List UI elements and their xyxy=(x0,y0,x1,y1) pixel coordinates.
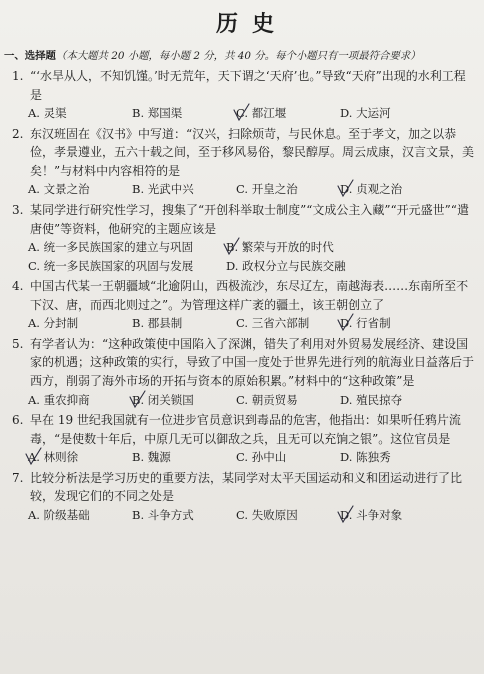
option-d[interactable]: D. 斗争对象 xyxy=(340,506,444,525)
option-b[interactable]: B. 光武中兴 xyxy=(132,182,194,197)
option-a[interactable]: A. 阶级基础 xyxy=(28,508,90,522)
question-number: 1. xyxy=(12,69,24,83)
option-d[interactable]: D. 大运河 xyxy=(340,106,391,121)
option-c[interactable]: C. 都江堰 xyxy=(236,104,340,123)
option-d[interactable]: D. 陈独秀 xyxy=(340,450,391,465)
question-7 xyxy=(12,469,474,525)
section-label: 一、选择题 xyxy=(4,50,56,62)
question-number: 5. xyxy=(12,336,24,351)
question-stem xyxy=(12,335,475,391)
options-row xyxy=(16,391,474,410)
question-3 xyxy=(12,201,474,275)
option-b[interactable]: B. 郑国渠 xyxy=(132,106,183,121)
option-c[interactable]: C. 三省六部制 xyxy=(236,316,310,331)
option-b[interactable]: B. 魏源 xyxy=(132,450,171,465)
option-c[interactable]: C. 开皇之治 xyxy=(236,182,298,197)
question-1 xyxy=(12,67,474,123)
option-b[interactable]: B. 闭关锁国 xyxy=(132,391,236,410)
question-number: 4. xyxy=(12,279,24,294)
option-d[interactable]: D. 政权分立与民族交融 xyxy=(226,258,346,273)
question-text: 某同学进行研究性学习，搜集了“开创科举取士制度”“文成公主入藏”“开元盛世”“遣唐使”等资料，他研究的主题应该是 xyxy=(30,202,469,236)
option-d[interactable]: D. 贞观之治 xyxy=(340,180,444,199)
option-a[interactable]: A. 文景之治 xyxy=(28,182,90,197)
question-number: 2. xyxy=(12,126,24,141)
option-a[interactable]: A. 重农抑商 xyxy=(28,392,90,407)
option-b[interactable]: B. 繁荣与开放的时代 xyxy=(226,238,446,257)
question-stem xyxy=(12,277,474,314)
question-stem xyxy=(12,125,475,181)
question-text: 东汉班固在《汉书》中写道：“汉兴，扫除烦苛，与民休息。至于孝文，加之以恭俭，孝景遵业，五六十载之间，至于移风易俗，黎民醇厚。周云成康，汉言文景，美矣！”与材料中内容相符的是 xyxy=(30,126,475,178)
option-b[interactable]: B. 斗争方式 xyxy=(132,508,194,522)
option-a[interactable]: A. 灵渠 xyxy=(28,106,67,121)
question-4 xyxy=(12,277,474,333)
option-c[interactable]: C. 孙中山 xyxy=(236,450,287,465)
question-number: 6. xyxy=(12,413,24,428)
option-b[interactable]: B. 郡县制 xyxy=(132,316,183,331)
question-text: 有学者认为：“这种政策使中国陷入了深渊，错失了利用对外贸易发展经济、建设国家的机遇；这种政策的实行，导致了中国一度处于世界先进行列的航海业日益落后于西方，削弱了海外市场的开拓与资本的原始积累。”材料中的“这种政策”是 xyxy=(30,336,475,389)
options-grid xyxy=(16,238,474,275)
question-stem xyxy=(12,67,474,104)
question-6 xyxy=(12,411,474,467)
options-row xyxy=(16,448,474,467)
question-stem xyxy=(12,411,474,448)
section-note: （本大题共 20 小题，每小题 2 分，共 40 分。每个小题只有一项最符合要求） xyxy=(55,50,421,62)
question-2 xyxy=(12,125,475,199)
options-row xyxy=(16,314,474,333)
options-row xyxy=(16,506,474,525)
option-a[interactable]: A. 统一多民族国家的建立与巩固 xyxy=(28,240,194,255)
question-number: 7. xyxy=(12,470,24,485)
question-text: 早在 19 世纪我国就有一位进步官员意识到毒品的危害，他指出：如果听任鸦片流毒，“是使数十年后，中原几无可以御敌之兵，且无可以充饷之银”。这位官员是 xyxy=(30,413,461,446)
option-c[interactable]: C. 朝贡贸易 xyxy=(236,392,298,407)
question-number: 3. xyxy=(12,202,24,217)
option-c[interactable]: C. 失败原因 xyxy=(236,508,298,522)
option-a[interactable]: A. 分封制 xyxy=(28,316,79,331)
question-text: “‘水旱从人，不知饥馑。’时无荒年，天下谓之‘天府’也。”导致“天府”出现的水利工程是 xyxy=(30,69,466,102)
options-row xyxy=(16,104,474,123)
question-text: 比较分析法是学习历史的重要方法，某同学对太平天国运动和义和团运动进行了比较，发现它们的不同之处是 xyxy=(30,470,463,504)
page-title: 历史 xyxy=(215,11,288,37)
question-stem xyxy=(12,469,474,506)
option-a[interactable]: A. 林则徐 xyxy=(28,448,132,467)
option-d[interactable]: D. 殖民掠夺 xyxy=(340,392,403,407)
option-c[interactable]: C. 统一多民族国家的巩固与发展 xyxy=(28,258,194,273)
question-5 xyxy=(12,335,475,409)
section-header xyxy=(4,48,474,64)
question-text: 中国古代某一王朝疆域“北逾阴山，西极流沙，东尽辽左，南越海表……东南所至不下汉、唐，而西北则过之”。为管理这样广袤的疆土，该王朝创立了 xyxy=(30,279,469,312)
option-d[interactable]: D. 行省制 xyxy=(340,314,444,333)
options-row xyxy=(16,180,474,199)
question-stem xyxy=(12,201,474,238)
